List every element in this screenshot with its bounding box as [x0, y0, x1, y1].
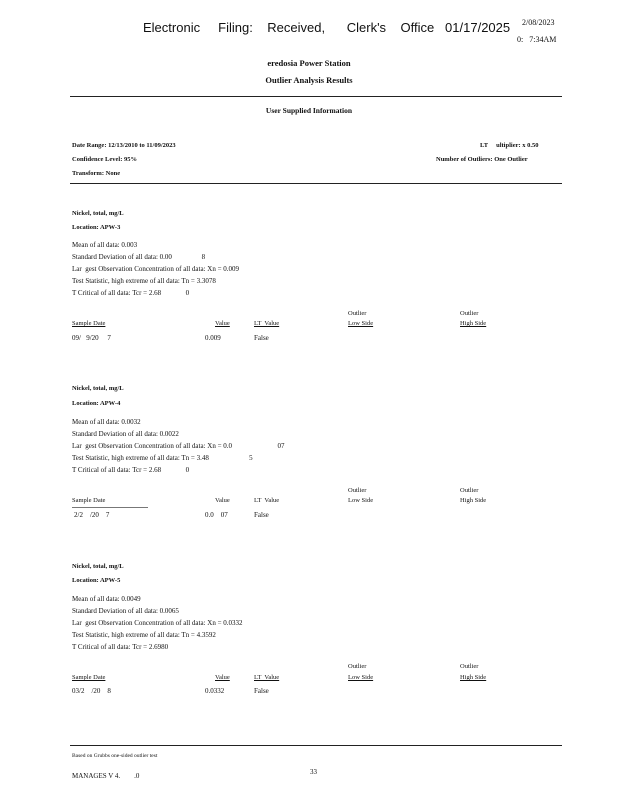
parameter-name: Nickel, total, mg/L	[72, 210, 124, 217]
footer-divider	[70, 745, 562, 746]
page-number: 33	[310, 768, 317, 776]
col-value: Value	[215, 320, 230, 327]
col-value: Value	[215, 674, 230, 681]
largest-observation: Lar gest Observation Concentration of all data: Xn = 0.0332	[72, 619, 243, 627]
col-high-side: High Side	[460, 497, 487, 504]
lt-multiplier: LT ultiplier: x 0.50	[480, 142, 539, 149]
row-lt-value: False	[254, 334, 269, 342]
col-lt-value: LT Value	[254, 497, 280, 504]
row-sample-date: 09/ 9/20 7	[72, 334, 111, 342]
std-deviation: Standard Deviation of all data: 0.0022	[72, 430, 179, 438]
col-high-side: High Side	[460, 674, 487, 681]
test-statistic: Test Statistic, high extreme of all data: Tn = 3.48 5	[72, 454, 253, 462]
section-title: User Supplied Information	[265, 106, 353, 115]
t-critical: T Critical of all data: Tcr = 2.68 0	[72, 289, 190, 297]
row-sample-date: 03/2 /20 8	[72, 687, 111, 695]
parameter-name: Nickel, total, mg/L	[72, 385, 124, 392]
software-version: MANAGES V 4. .0	[72, 772, 140, 780]
number-of-outliers: Number of Outliers: One Outlier	[436, 156, 528, 163]
outlier-high-label: Outlier	[460, 663, 479, 670]
row-value: 0.0 07	[205, 511, 228, 519]
mean: Mean of all data: 0.003	[72, 241, 138, 249]
outlier-low-label: Outlier	[348, 310, 367, 317]
largest-observation: Lar gest Observation Concentration of all data: Xn = 0.0 07	[72, 442, 285, 450]
date-range: Date Range: 12/13/2010 to 11/09/2023	[72, 142, 176, 149]
row-sample-date: 2/2 /20 7	[74, 511, 110, 519]
transform: Transform: None	[72, 170, 121, 177]
print-time: 0: 7:34AM	[517, 35, 557, 44]
location: Location: APW-5	[72, 577, 121, 584]
footer-note: Based on Grubbs one-sided outlier test	[72, 753, 158, 759]
info-divider	[70, 183, 562, 184]
t-critical: T Critical of all data: Tcr = 2.6980	[72, 643, 169, 651]
t-critical: T Critical of all data: Tcr = 2.68 0	[72, 466, 190, 474]
test-statistic: Test Statistic, high extreme of all data: Tn = 3.3078	[72, 277, 216, 285]
col-low-side: Low Side	[348, 320, 374, 327]
row-lt-value: False	[254, 511, 269, 519]
row-value: 0.0332	[205, 687, 225, 695]
largest-observation: Lar gest Observation Concentration of all data: Xn = 0.009	[72, 265, 240, 273]
row-underline	[72, 507, 148, 508]
col-low-side: Low Side	[348, 497, 374, 504]
report-title: Outlier Analysis Results	[265, 75, 353, 85]
mean: Mean of all data: 0.0049	[72, 595, 141, 603]
outlier-low-label: Outlier	[348, 487, 367, 494]
col-value: Value	[215, 497, 230, 504]
filing-stamp: Electronic Filing: Received, Clerk's Office 01/17/2025	[143, 20, 511, 35]
location: Location: APW-3	[72, 224, 121, 231]
mean: Mean of all data: 0.0032	[72, 418, 141, 426]
col-low-side: Low Side	[348, 674, 374, 681]
col-lt-value: LT Value	[254, 674, 280, 681]
print-date: 2/08/2023	[522, 18, 555, 27]
col-sample-date: Sample Date	[72, 497, 106, 504]
test-statistic: Test Statistic, high extreme of all data: Tn = 4.3592	[72, 631, 216, 639]
col-sample-date: Sample Date	[72, 674, 106, 681]
row-lt-value: False	[254, 687, 269, 695]
outlier-high-label: Outlier	[460, 310, 479, 317]
outlier-low-label: Outlier	[348, 663, 367, 670]
col-lt-value: LT Value	[254, 320, 280, 327]
std-deviation: Standard Deviation of all data: 0.0065	[72, 607, 179, 615]
std-deviation: Standard Deviation of all data: 0.00 8	[72, 253, 206, 261]
col-high-side: High Side	[460, 320, 487, 327]
confidence-level: Confidence Level: 95%	[72, 156, 137, 163]
outlier-high-label: Outlier	[460, 487, 479, 494]
row-value: 0.009	[205, 334, 221, 342]
col-sample-date: Sample Date	[72, 320, 106, 327]
station-name: eredosia Power Station	[267, 58, 351, 68]
parameter-name: Nickel, total, mg/L	[72, 563, 124, 570]
location: Location: APW-4	[72, 400, 121, 407]
title-divider	[70, 96, 562, 97]
